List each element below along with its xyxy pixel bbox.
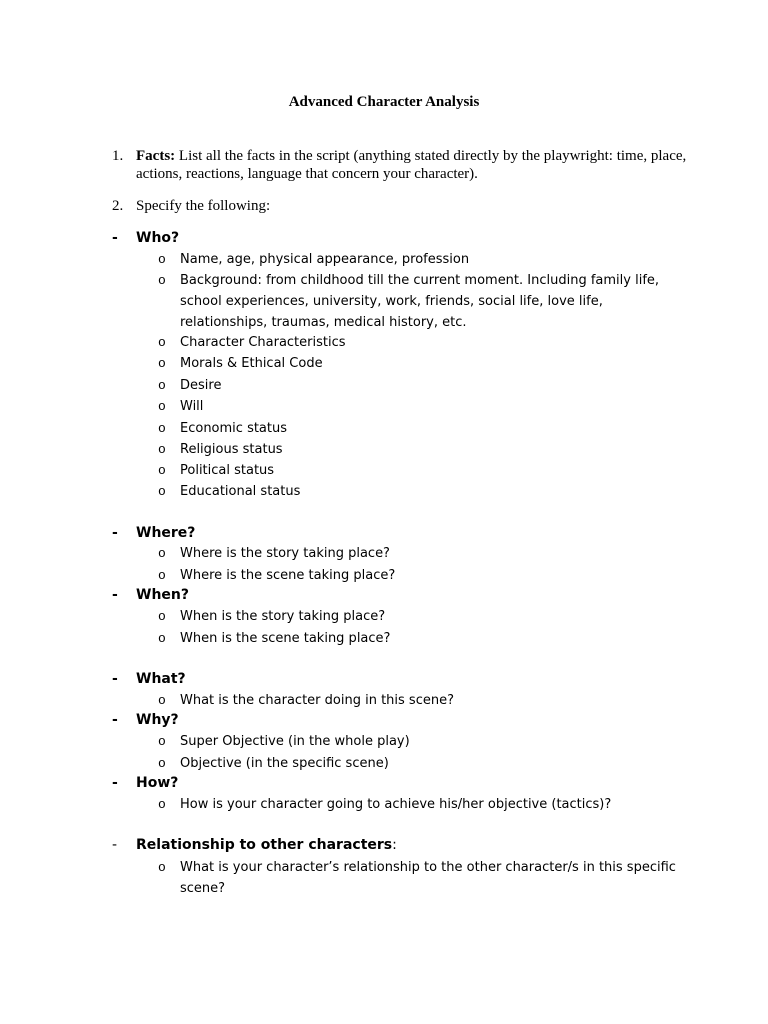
list-item: o What is the character doing in this scene? xyxy=(158,690,678,711)
facts-text: List all the facts in the script (anything stated directly by the playwright: time, place, actions, reactions, language that concern your character). xyxy=(136,148,687,182)
dash-marker: - xyxy=(112,775,118,791)
bullet-marker: o xyxy=(158,756,166,771)
bullet-marker: o xyxy=(158,421,166,436)
list-item: o Economic status xyxy=(158,418,678,439)
bullet-marker: o xyxy=(158,609,166,624)
section-heading-who xyxy=(112,229,179,247)
list-item: o When is the story taking place? xyxy=(158,606,678,627)
list-item: o Where is the story taking place? xyxy=(158,543,678,564)
bullet-marker: o xyxy=(158,273,166,288)
dash-marker: - xyxy=(112,837,118,853)
numbered-item-facts xyxy=(112,147,692,183)
facts-lead: Facts: xyxy=(136,148,176,164)
list-item: o Character Characteristics xyxy=(158,332,678,353)
list-item: o Political status xyxy=(158,460,678,481)
heading-label: Relationship to other characters: xyxy=(136,837,397,853)
heading-label: Where? xyxy=(136,525,196,541)
section-heading-what xyxy=(112,670,186,688)
bullet-marker: o xyxy=(158,252,166,267)
bullet-marker: o xyxy=(158,734,166,749)
section-heading-where xyxy=(112,524,195,542)
list-item: o Background: from childhood till the current moment. Including family life, school experiences, university, work, friends, social life, love life, relationships, traumas, medical history, etc. xyxy=(158,270,678,333)
dash-marker: - xyxy=(112,712,118,728)
dash-marker: - xyxy=(112,525,118,541)
list-item: o What is your character’s relationship to the other character/s in this specific scene? xyxy=(158,857,678,899)
specify-text: Specify the following: xyxy=(136,198,271,214)
bullet-marker: o xyxy=(158,378,166,393)
list-item: o When is the scene taking place? xyxy=(158,628,678,649)
section-heading-relationship xyxy=(112,836,397,854)
section-heading-when xyxy=(112,586,189,604)
bullet-marker: o xyxy=(158,631,166,646)
dash-marker: - xyxy=(112,230,118,246)
heading-label: When? xyxy=(136,587,189,603)
list-item: o Where is the scene taking place? xyxy=(158,565,678,586)
numbered-item-specify xyxy=(112,197,692,215)
list-item: o Objective (in the specific scene) xyxy=(158,753,678,774)
section-heading-how xyxy=(112,774,178,792)
section-heading-why xyxy=(112,711,179,729)
document-title: Advanced Character Analysis xyxy=(288,94,480,110)
list-item: o Name, age, physical appearance, profession xyxy=(158,249,678,270)
bullet-marker: o xyxy=(158,546,166,561)
item-number: 1. xyxy=(112,148,124,164)
list-item: o Morals & Ethical Code xyxy=(158,353,678,374)
list-item: o Educational status xyxy=(158,481,678,502)
dash-marker: - xyxy=(112,587,118,603)
bullet-marker: o xyxy=(158,399,166,414)
heading-label: How? xyxy=(136,775,179,791)
list-item: o Will xyxy=(158,396,678,417)
list-item: o Religious status xyxy=(158,439,678,460)
list-item: o Desire xyxy=(158,375,678,396)
bullet-marker: o xyxy=(158,860,166,875)
bullet-marker: o xyxy=(158,356,166,371)
list-item: o Super Objective (in the whole play) xyxy=(158,731,678,752)
bullet-marker: o xyxy=(158,335,166,350)
heading-label: Who? xyxy=(136,230,180,246)
bullet-marker: o xyxy=(158,693,166,708)
bullet-marker: o xyxy=(158,568,166,583)
bullet-marker: o xyxy=(158,442,166,457)
dash-marker: - xyxy=(112,671,118,687)
bullet-marker: o xyxy=(158,463,166,478)
heading-label: What? xyxy=(136,671,186,687)
list-item: o How is your character going to achieve his/her objective (tactics)? xyxy=(158,794,678,815)
bullet-marker: o xyxy=(158,797,166,812)
heading-label: Why? xyxy=(136,712,179,728)
item-number: 2. xyxy=(112,198,124,214)
bullet-marker: o xyxy=(158,484,166,499)
